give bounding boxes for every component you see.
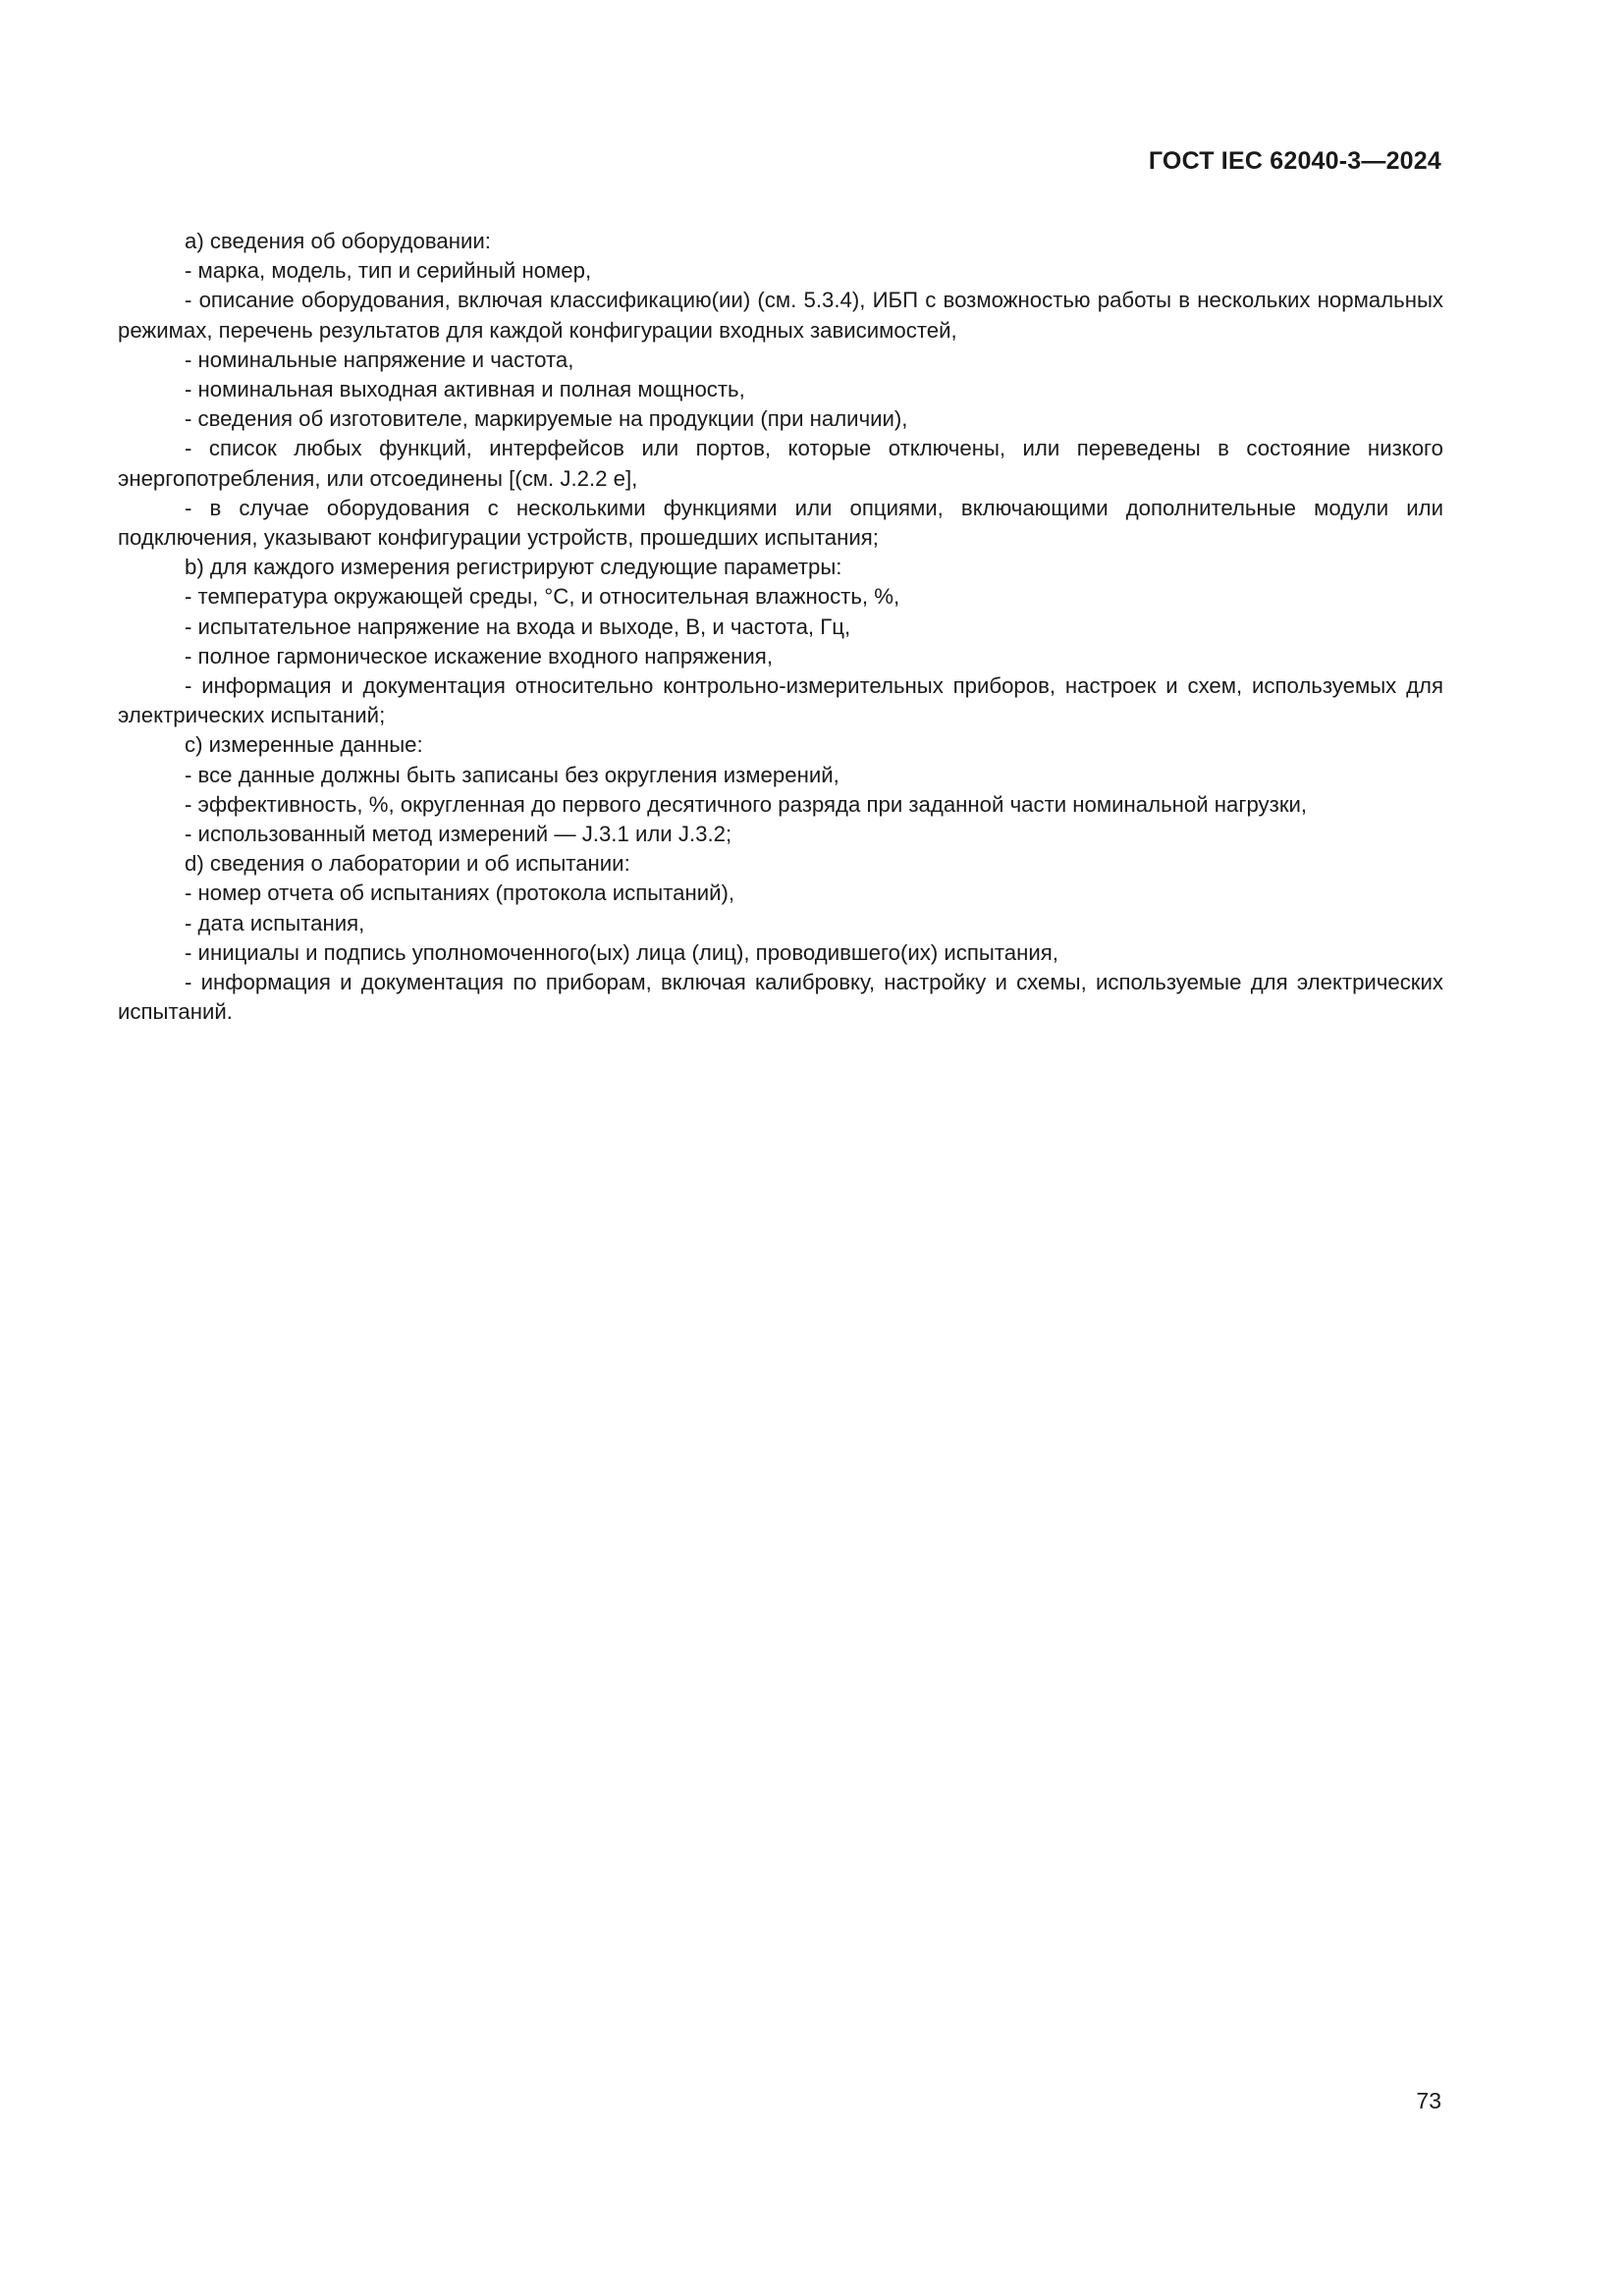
page-number: 73: [1416, 2088, 1441, 2113]
list-item: - список любых функций, интерфейсов или портов, которые отключены, или переведены в состояние низкого энергопотребления, или отсоединены [(см. J.2.2 е],: [118, 436, 1443, 491]
list-heading-d: d) сведения о лаборатории и об испытании:: [185, 851, 630, 877]
list-item: - испытательное напряжение на входа и выходе, В, и частота, Гц,: [185, 614, 851, 639]
list-item: - в случае оборудования с несколькими функциями или опциями, включающими дополнительные модули или подключения, указывают конфигурации устройств, прошедших испытания;: [118, 495, 1443, 551]
list-item: - дата испытания,: [185, 910, 365, 935]
list-item: - все данные должны быть записаны без округления измерений,: [185, 762, 839, 787]
document-body: [118, 227, 1443, 1027]
list-heading-c: с) измеренные данные:: [185, 732, 423, 758]
list-item: - номинальная выходная активная и полная мощность,: [185, 377, 745, 402]
list-item: - полное гармоническое искажение входного напряжения,: [185, 643, 773, 668]
list-heading-a: а) сведения об оборудовании:: [185, 229, 491, 253]
list-item: - информация и документация относительно контрольно-измерительных приборов, настроек и схем, используемых для электрических испытаний;: [118, 673, 1443, 728]
list-item: - марка, модель, тип и серийный номер,: [185, 258, 592, 284]
list-item: - номер отчета об испытаниях (протокола испытаний),: [185, 881, 735, 906]
list-item: - информация и документация по приборам, включая калибровку, настройку и схемы, используемые для электрических испытаний.: [118, 970, 1443, 1025]
list-item: - инициалы и подпись уполномоченного(ых) лица (лиц), проводившего(их) испытания,: [185, 939, 1058, 965]
list-heading-b: b) для каждого измерения регистрируют следующие параметры:: [185, 555, 842, 580]
standard-id-header: ГОСТ IEC 62040-3—2024: [1148, 147, 1441, 175]
list-item: - сведения об изготовителе, маркируемые на продукции (при наличии),: [185, 406, 908, 432]
list-item: - температура окружающей среды, °С, и относительная влажность, %,: [185, 584, 900, 610]
list-item: - использованный метод измерений — J.3.1 или J.3.2;: [185, 822, 732, 847]
list-item: - эффективность, %, округленная до первого десятичного разряда при заданной части номинальной нагрузки,: [185, 791, 1308, 817]
list-item: - номинальные напряжение и частота,: [185, 347, 574, 372]
list-item: - описание оборудования, включая классификацию(ии) (см. 5.3.4), ИБП с возможностью работы в нескольких нормальных режимах, перечень результатов для каждой конфигурации входных зависимостей,: [118, 288, 1443, 343]
